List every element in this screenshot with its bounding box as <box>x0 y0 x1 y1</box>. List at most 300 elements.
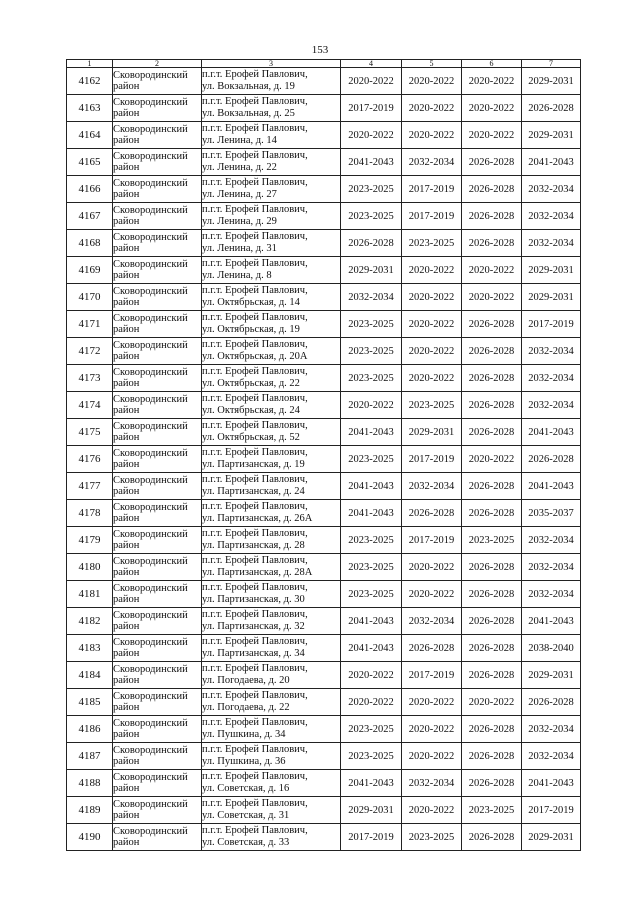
period-col-7: 2029-2031 <box>522 284 581 311</box>
period-col-7: 2032-2034 <box>522 716 581 743</box>
period-col-6: 2020-2022 <box>462 284 522 311</box>
address-line: ул. Ленина, д. 22 <box>202 162 277 173</box>
period-col-4: 2041-2043 <box>341 473 402 500</box>
district-line: район <box>113 189 140 200</box>
period-col-5: 2020-2022 <box>402 689 462 716</box>
address-line: ул. Погодаева, д. 22 <box>202 702 290 713</box>
address-line: п.г.т. Ерофей Павлович, <box>202 285 308 296</box>
period-col-4: 2041-2043 <box>341 608 402 635</box>
district-cell <box>113 122 202 149</box>
period-col-5: 2023-2025 <box>402 392 462 419</box>
address-line: ул. Пушкина, д. 34 <box>202 729 286 740</box>
period-col-4: 2032-2034 <box>341 284 402 311</box>
address-line: п.г.т. Ерофей Павлович, <box>202 825 308 836</box>
period-col-6: 2026-2028 <box>462 338 522 365</box>
district-line: Сковородинский <box>113 610 188 621</box>
period-col-7: 2017-2019 <box>522 311 581 338</box>
address-cell <box>202 500 341 527</box>
address-line: п.г.т. Ерофей Павлович, <box>202 123 308 134</box>
table-row <box>67 392 581 419</box>
address-line: п.г.т. Ерофей Павлович, <box>202 798 308 809</box>
table-row <box>67 500 581 527</box>
period-col-6: 2026-2028 <box>462 311 522 338</box>
district-line: Сковородинский <box>113 70 188 81</box>
district-cell <box>113 797 202 824</box>
period-col-4: 2041-2043 <box>341 419 402 446</box>
district-cell <box>113 257 202 284</box>
district-line: Сковородинский <box>113 178 188 189</box>
period-col-5: 2020-2022 <box>402 743 462 770</box>
address-line: п.г.т. Ерофей Павлович, <box>202 771 308 782</box>
period-col-4: 2023-2025 <box>341 311 402 338</box>
period-col-6: 2026-2028 <box>462 554 522 581</box>
address-line: п.г.т. Ерофей Павлович, <box>202 663 308 674</box>
header-col-5: 5 <box>402 60 462 68</box>
address-line: ул. Партизанская, д. 28А <box>202 567 313 578</box>
district-cell <box>113 68 202 95</box>
period-col-6: 2020-2022 <box>462 689 522 716</box>
period-col-5: 2020-2022 <box>402 95 462 122</box>
address-line: п.г.т. Ерофей Павлович, <box>202 528 308 539</box>
district-line: Сковородинский <box>113 475 188 486</box>
district-line: район <box>113 810 140 821</box>
district-line: Сковородинский <box>113 313 188 324</box>
address-cell <box>202 257 341 284</box>
address-cell <box>202 797 341 824</box>
period-col-5: 2017-2019 <box>402 203 462 230</box>
address-line: п.г.т. Ерофей Павлович, <box>202 690 308 701</box>
address-line: п.г.т. Ерофей Павлович, <box>202 420 308 431</box>
district-line: Сковородинский <box>113 826 188 837</box>
period-col-5: 2023-2025 <box>402 824 462 851</box>
address-cell <box>202 203 341 230</box>
address-cell <box>202 149 341 176</box>
row-number: 4181 <box>67 581 113 608</box>
period-col-5: 2020-2022 <box>402 554 462 581</box>
address-line: п.г.т. Ерофей Павлович, <box>202 231 308 242</box>
period-col-7: 2029-2031 <box>522 824 581 851</box>
period-col-7: 2026-2028 <box>522 95 581 122</box>
period-col-4: 2029-2031 <box>341 257 402 284</box>
address-cell <box>202 527 341 554</box>
address-cell <box>202 122 341 149</box>
period-col-4: 2029-2031 <box>341 797 402 824</box>
address-line: п.г.т. Ерофей Павлович, <box>202 204 308 215</box>
address-line: п.г.т. Ерофей Павлович, <box>202 555 308 566</box>
district-line: район <box>113 81 140 92</box>
period-col-6: 2026-2028 <box>462 149 522 176</box>
address-cell <box>202 68 341 95</box>
district-line: Сковородинский <box>113 529 188 540</box>
period-col-5: 2020-2022 <box>402 311 462 338</box>
period-col-5: 2020-2022 <box>402 284 462 311</box>
row-number: 4185 <box>67 689 113 716</box>
district-line: Сковородинский <box>113 421 188 432</box>
address-line: ул. Пушкина, д. 36 <box>202 756 286 767</box>
row-number: 4176 <box>67 446 113 473</box>
address-line: п.г.т. Ерофей Павлович, <box>202 150 308 161</box>
district-line: Сковородинский <box>113 637 188 648</box>
row-number: 4175 <box>67 419 113 446</box>
header-col-1: 1 <box>67 60 113 68</box>
district-cell <box>113 581 202 608</box>
address-line: ул. Партизанская, д. 26А <box>202 513 313 524</box>
period-col-6: 2023-2025 <box>462 527 522 554</box>
period-col-5: 2020-2022 <box>402 797 462 824</box>
period-col-4: 2041-2043 <box>341 500 402 527</box>
address-line: ул. Ленина, д. 8 <box>202 270 272 281</box>
district-cell <box>113 689 202 716</box>
district-line: район <box>113 270 140 281</box>
address-cell <box>202 95 341 122</box>
district-cell <box>113 446 202 473</box>
district-line: район <box>113 594 140 605</box>
district-line: район <box>113 108 140 119</box>
address-cell <box>202 770 341 797</box>
address-line: п.г.т. Ерофей Павлович, <box>202 636 308 647</box>
row-number: 4166 <box>67 176 113 203</box>
period-col-5: 2020-2022 <box>402 338 462 365</box>
district-cell <box>113 662 202 689</box>
district-cell <box>113 716 202 743</box>
district-cell <box>113 500 202 527</box>
address-line: п.г.т. Ерофей Павлович, <box>202 393 308 404</box>
period-col-5: 2020-2022 <box>402 716 462 743</box>
district-line: район <box>113 621 140 632</box>
address-line: п.г.т. Ерофей Павлович, <box>202 501 308 512</box>
row-number: 4177 <box>67 473 113 500</box>
district-line: Сковородинский <box>113 772 188 783</box>
period-col-4: 2020-2022 <box>341 392 402 419</box>
district-cell <box>113 338 202 365</box>
table-row <box>67 635 581 662</box>
address-cell <box>202 581 341 608</box>
district-cell <box>113 203 202 230</box>
period-col-6: 2020-2022 <box>462 68 522 95</box>
district-cell <box>113 824 202 851</box>
address-cell <box>202 608 341 635</box>
period-col-4: 2041-2043 <box>341 149 402 176</box>
period-col-4: 2023-2025 <box>341 743 402 770</box>
period-col-5: 2026-2028 <box>402 635 462 662</box>
period-col-6: 2020-2022 <box>462 257 522 284</box>
period-col-7: 2041-2043 <box>522 419 581 446</box>
address-line: ул. Ленина, д. 29 <box>202 216 277 227</box>
period-col-7: 2041-2043 <box>522 149 581 176</box>
district-cell <box>113 365 202 392</box>
district-line: Сковородинский <box>113 745 188 756</box>
table-row <box>67 770 581 797</box>
period-col-5: 2020-2022 <box>402 257 462 284</box>
period-col-7: 2032-2034 <box>522 581 581 608</box>
row-number: 4179 <box>67 527 113 554</box>
address-line: ул. Советская, д. 31 <box>202 810 290 821</box>
district-line: район <box>113 378 140 389</box>
district-line: Сковородинский <box>113 718 188 729</box>
address-line: п.г.т. Ерофей Павлович, <box>202 96 308 107</box>
table-row <box>67 716 581 743</box>
row-number: 4171 <box>67 311 113 338</box>
period-col-7: 2029-2031 <box>522 257 581 284</box>
address-line: п.г.т. Ерофей Павлович, <box>202 69 308 80</box>
table-row <box>67 527 581 554</box>
address-line: ул. Погодаева, д. 20 <box>202 675 290 686</box>
period-col-7: 2029-2031 <box>522 68 581 95</box>
table-row <box>67 338 581 365</box>
header-col-4: 4 <box>341 60 402 68</box>
header-col-6: 6 <box>462 60 522 68</box>
address-line: п.г.т. Ерофей Павлович, <box>202 474 308 485</box>
table-row <box>67 446 581 473</box>
period-col-4: 2017-2019 <box>341 824 402 851</box>
district-line: район <box>113 702 140 713</box>
district-line: Сковородинский <box>113 232 188 243</box>
table-row <box>67 68 581 95</box>
period-col-7: 2041-2043 <box>522 473 581 500</box>
district-cell <box>113 473 202 500</box>
address-line: п.г.т. Ерофей Павлович, <box>202 447 308 458</box>
period-col-6: 2026-2028 <box>462 743 522 770</box>
address-cell <box>202 311 341 338</box>
row-number: 4190 <box>67 824 113 851</box>
period-col-6: 2026-2028 <box>462 716 522 743</box>
period-col-4: 2023-2025 <box>341 365 402 392</box>
district-cell <box>113 284 202 311</box>
period-col-7: 2041-2043 <box>522 770 581 797</box>
period-col-6: 2020-2022 <box>462 95 522 122</box>
period-col-4: 2023-2025 <box>341 176 402 203</box>
address-cell <box>202 392 341 419</box>
row-number: 4164 <box>67 122 113 149</box>
period-col-4: 2023-2025 <box>341 338 402 365</box>
district-line: Сковородинский <box>113 502 188 513</box>
period-col-6: 2026-2028 <box>462 365 522 392</box>
period-col-5: 2017-2019 <box>402 446 462 473</box>
period-col-7: 2026-2028 <box>522 446 581 473</box>
district-line: Сковородинский <box>113 448 188 459</box>
period-col-7: 2038-2040 <box>522 635 581 662</box>
period-col-5: 2020-2022 <box>402 68 462 95</box>
period-col-5: 2032-2034 <box>402 149 462 176</box>
period-col-6: 2026-2028 <box>462 176 522 203</box>
period-col-7: 2032-2034 <box>522 527 581 554</box>
header-col-3: 3 <box>202 60 341 68</box>
district-line: район <box>113 162 140 173</box>
period-col-6: 2020-2022 <box>462 446 522 473</box>
address-line: ул. Октябрьская, д. 14 <box>202 297 300 308</box>
row-number: 4174 <box>67 392 113 419</box>
period-col-6: 2020-2022 <box>462 122 522 149</box>
district-line: район <box>113 459 140 470</box>
address-line: п.г.т. Ерофей Павлович, <box>202 339 308 350</box>
row-number: 4173 <box>67 365 113 392</box>
period-col-4: 2023-2025 <box>341 716 402 743</box>
district-cell <box>113 392 202 419</box>
address-line: ул. Партизанская, д. 30 <box>202 594 305 605</box>
period-col-7: 2029-2031 <box>522 122 581 149</box>
table-row <box>67 284 581 311</box>
table-row <box>67 95 581 122</box>
district-line: район <box>113 216 140 227</box>
period-col-7: 2035-2037 <box>522 500 581 527</box>
address-line: ул. Вокзальная, д. 25 <box>202 108 295 119</box>
period-col-7: 2017-2019 <box>522 797 581 824</box>
address-line: ул. Ленина, д. 14 <box>202 135 277 146</box>
row-number: 4189 <box>67 797 113 824</box>
row-number: 4165 <box>67 149 113 176</box>
address-line: ул. Партизанская, д. 24 <box>202 486 305 497</box>
period-col-6: 2026-2028 <box>462 635 522 662</box>
address-line: ул. Советская, д. 16 <box>202 783 290 794</box>
row-number: 4188 <box>67 770 113 797</box>
period-col-4: 2023-2025 <box>341 581 402 608</box>
district-cell <box>113 149 202 176</box>
district-line: Сковородинский <box>113 340 188 351</box>
period-col-6: 2026-2028 <box>462 500 522 527</box>
address-cell <box>202 284 341 311</box>
district-line: район <box>113 540 140 551</box>
address-line: ул. Вокзальная, д. 19 <box>202 81 295 92</box>
period-col-6: 2026-2028 <box>462 608 522 635</box>
address-line: п.г.т. Ерофей Павлович, <box>202 609 308 620</box>
district-cell <box>113 554 202 581</box>
period-col-6: 2026-2028 <box>462 473 522 500</box>
address-cell <box>202 446 341 473</box>
district-line: Сковородинский <box>113 124 188 135</box>
period-col-5: 2017-2019 <box>402 662 462 689</box>
row-number: 4178 <box>67 500 113 527</box>
period-col-7: 2032-2034 <box>522 230 581 257</box>
period-col-7: 2041-2043 <box>522 608 581 635</box>
period-col-6: 2026-2028 <box>462 230 522 257</box>
table-row <box>67 365 581 392</box>
address-line: п.г.т. Ерофей Павлович, <box>202 717 308 728</box>
row-number: 4162 <box>67 68 113 95</box>
table-row <box>67 824 581 851</box>
address-line: ул. Советская, д. 33 <box>202 837 290 848</box>
address-line: п.г.т. Ерофей Павлович, <box>202 744 308 755</box>
address-line: п.г.т. Ерофей Павлович, <box>202 177 308 188</box>
address-line: п.г.т. Ерофей Павлович, <box>202 258 308 269</box>
row-number: 4172 <box>67 338 113 365</box>
period-col-4: 2041-2043 <box>341 635 402 662</box>
period-col-5: 2017-2019 <box>402 176 462 203</box>
period-col-7: 2029-2031 <box>522 662 581 689</box>
period-col-4: 2023-2025 <box>341 446 402 473</box>
register-table <box>66 59 581 851</box>
district-line: район <box>113 432 140 443</box>
district-line: Сковородинский <box>113 205 188 216</box>
period-col-5: 2023-2025 <box>402 230 462 257</box>
period-col-4: 2023-2025 <box>341 203 402 230</box>
district-line: район <box>113 648 140 659</box>
row-number: 4183 <box>67 635 113 662</box>
table-row <box>67 662 581 689</box>
district-line: район <box>113 567 140 578</box>
district-cell <box>113 95 202 122</box>
period-col-4: 2020-2022 <box>341 662 402 689</box>
district-line: Сковородинский <box>113 151 188 162</box>
table-row <box>67 176 581 203</box>
row-number: 4170 <box>67 284 113 311</box>
district-line: Сковородинский <box>113 286 188 297</box>
district-line: район <box>113 729 140 740</box>
row-number: 4169 <box>67 257 113 284</box>
district-cell <box>113 608 202 635</box>
address-line: ул. Ленина, д. 31 <box>202 243 277 254</box>
address-cell <box>202 365 341 392</box>
period-col-4: 2020-2022 <box>341 68 402 95</box>
district-line: Сковородинский <box>113 556 188 567</box>
period-col-4: 2041-2043 <box>341 770 402 797</box>
district-line: район <box>113 783 140 794</box>
district-line: район <box>113 486 140 497</box>
row-number: 4186 <box>67 716 113 743</box>
address-cell <box>202 824 341 851</box>
district-line: район <box>113 513 140 524</box>
address-cell <box>202 338 341 365</box>
period-col-5: 2032-2034 <box>402 770 462 797</box>
period-col-5: 2017-2019 <box>402 527 462 554</box>
table-row <box>67 149 581 176</box>
address-cell <box>202 635 341 662</box>
period-col-4: 2020-2022 <box>341 122 402 149</box>
district-cell <box>113 770 202 797</box>
table-row <box>67 581 581 608</box>
district-line: район <box>113 297 140 308</box>
row-number: 4167 <box>67 203 113 230</box>
district-line: район <box>113 837 140 848</box>
row-number: 4187 <box>67 743 113 770</box>
district-line: Сковородинский <box>113 97 188 108</box>
address-line: ул. Октябрьская, д. 22 <box>202 378 300 389</box>
address-line: ул. Партизанская, д. 34 <box>202 648 305 659</box>
period-col-7: 2032-2034 <box>522 554 581 581</box>
table-row <box>67 689 581 716</box>
period-col-6: 2026-2028 <box>462 581 522 608</box>
period-col-5: 2032-2034 <box>402 608 462 635</box>
district-line: Сковородинский <box>113 799 188 810</box>
district-line: район <box>113 756 140 767</box>
period-col-6: 2026-2028 <box>462 824 522 851</box>
period-col-4: 2023-2025 <box>341 527 402 554</box>
table-row <box>67 797 581 824</box>
address-line: ул. Партизанская, д. 19 <box>202 459 305 470</box>
address-cell <box>202 716 341 743</box>
period-col-5: 2032-2034 <box>402 473 462 500</box>
period-col-6: 2026-2028 <box>462 770 522 797</box>
district-line: район <box>113 351 140 362</box>
address-cell <box>202 554 341 581</box>
district-cell <box>113 743 202 770</box>
period-col-7: 2032-2034 <box>522 176 581 203</box>
table-row <box>67 230 581 257</box>
district-cell <box>113 419 202 446</box>
period-col-6: 2026-2028 <box>462 392 522 419</box>
table-row <box>67 473 581 500</box>
address-cell <box>202 419 341 446</box>
address-line: п.г.т. Ерофей Павлович, <box>202 366 308 377</box>
district-cell <box>113 230 202 257</box>
district-line: Сковородинский <box>113 664 188 675</box>
period-col-7: 2032-2034 <box>522 392 581 419</box>
period-col-7: 2032-2034 <box>522 203 581 230</box>
period-col-6: 2026-2028 <box>462 419 522 446</box>
row-number: 4168 <box>67 230 113 257</box>
district-line: район <box>113 135 140 146</box>
address-cell <box>202 473 341 500</box>
table-row <box>67 311 581 338</box>
